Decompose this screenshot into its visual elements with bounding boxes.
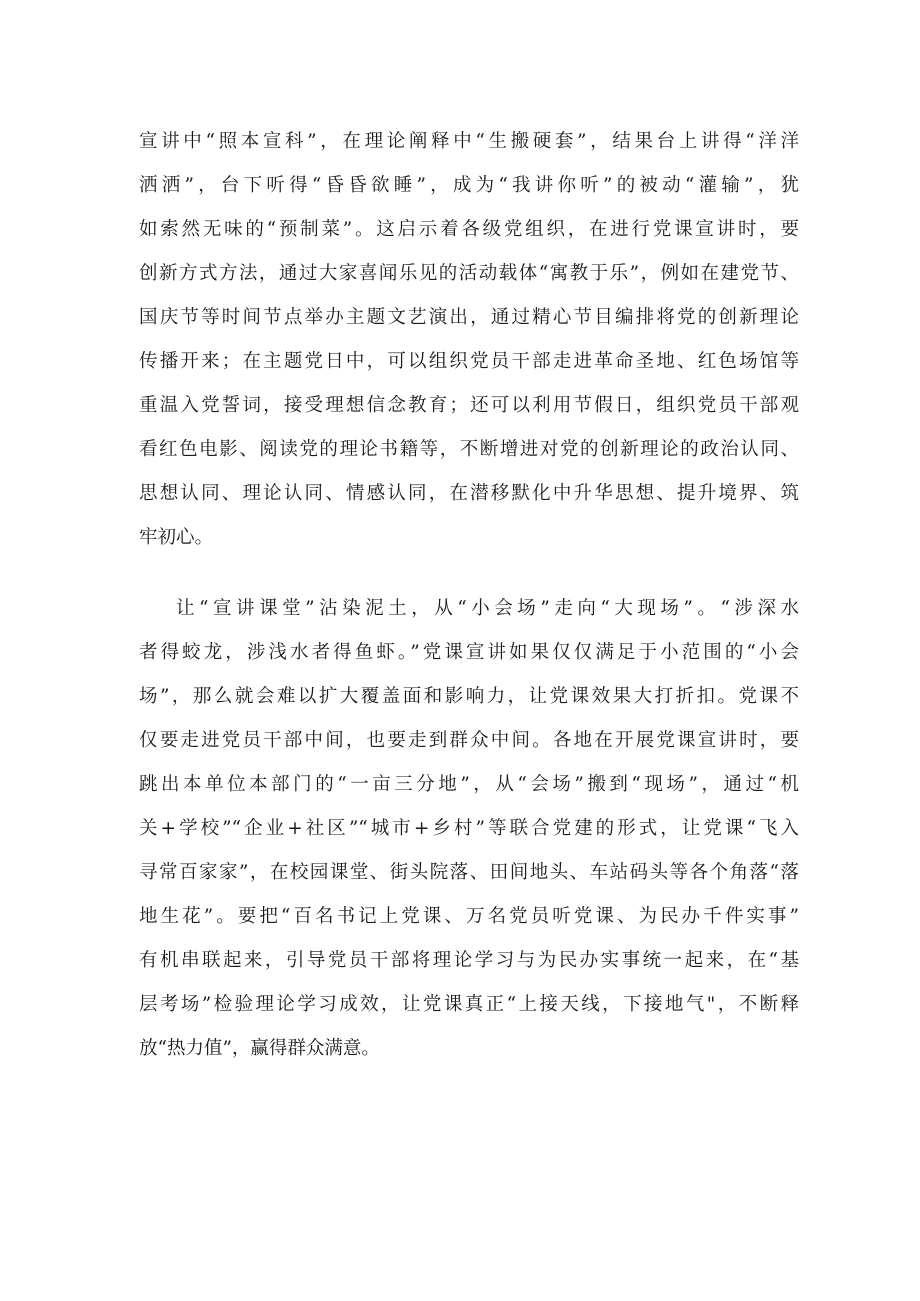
paragraph-2-line-11: 放“热力值”，赢得群众满意。	[139, 1038, 380, 1059]
paragraph-2-line-9: 有机串联起来，引导党员干部将理论学习与为民办实事统一起来，在“基	[139, 950, 799, 971]
paragraph-2-line-3: 场”，那么就会难以扩大覆盖面和影响力，让党课效果大打折扣。党课不	[139, 686, 799, 707]
paragraph-1-line-9: 思想认同、理论认同、情感认同，在潜移默化中升华思想、提升境界、筑	[139, 483, 799, 504]
paragraph-1-line-1: 宣讲中“照本宣科”，在理论阐释中“生搬硬套”，结果台上讲得“洋洋	[139, 131, 799, 152]
paragraph-1-line-5: 国庆节等时间节点举办主题文艺演出，通过精心节目编排将党的创新理论	[139, 307, 799, 328]
paragraph-1-line-10: 牢初心。	[139, 527, 214, 548]
paragraph-2-line-5: 跳出本单位本部门的“一亩三分地”，从“会场”搬到“现场”，通过“机	[139, 774, 799, 795]
paragraph-2-line-7: 寻常百家家”，在校园课堂、街头院落、田间地头、车站码头等各个角落“落	[139, 862, 799, 883]
paragraph-2-line-10: 层考场”检验理论学习成效，让党课真正“上接天线，下接地气"，不断释	[139, 994, 799, 1015]
paragraph-2-line-1: 让“宣讲课堂”沾染泥土，从“小会场”走向“大现场”。“涉深水	[176, 598, 799, 619]
paragraph-1-line-7: 重温入党誓词，接受理想信念教育；还可以利用节假日，组织党员干部观	[139, 395, 799, 416]
paragraph-1-line-4: 创新方式方法，通过大家喜闻乐见的活动载体“寓教于乐”，例如在建党节、	[139, 263, 799, 284]
paragraph-1-line-3: 如索然无味的“预制菜”。这启示着各级党组织，在进行党课宣讲时，要	[139, 219, 799, 240]
paragraph-2-line-2: 者得蛟龙，涉浅水者得鱼虾。”党课宣讲如果仅仅满足于小范围的“小会	[139, 642, 799, 663]
paragraph-1-line-6: 传播开来；在主题党日中，可以组织党员干部走进革命圣地、红色场馆等	[139, 351, 799, 372]
paragraph-2-line-6: 关+学校”“企业+社区”“城市+乡村”等联合党建的形式，让党课“飞入	[139, 818, 799, 839]
paragraph-2-line-8: 地生花”。要把“百名书记上党课、万名党员听党课、为民办千件实事”	[139, 906, 799, 927]
paragraph-1-line-8: 看红色电影、阅读党的理论书籍等，不断增进对党的创新理论的政治认同、	[139, 439, 799, 460]
paragraph-1-line-2: 洒洒”，台下听得“昏昏欲睡”，成为“我讲你听”的被动“灌输”，犹	[139, 175, 799, 196]
paragraph-2-line-4: 仅要走进党员干部中间，也要走到群众中间。各地在开展党课宣讲时，要	[139, 730, 799, 751]
